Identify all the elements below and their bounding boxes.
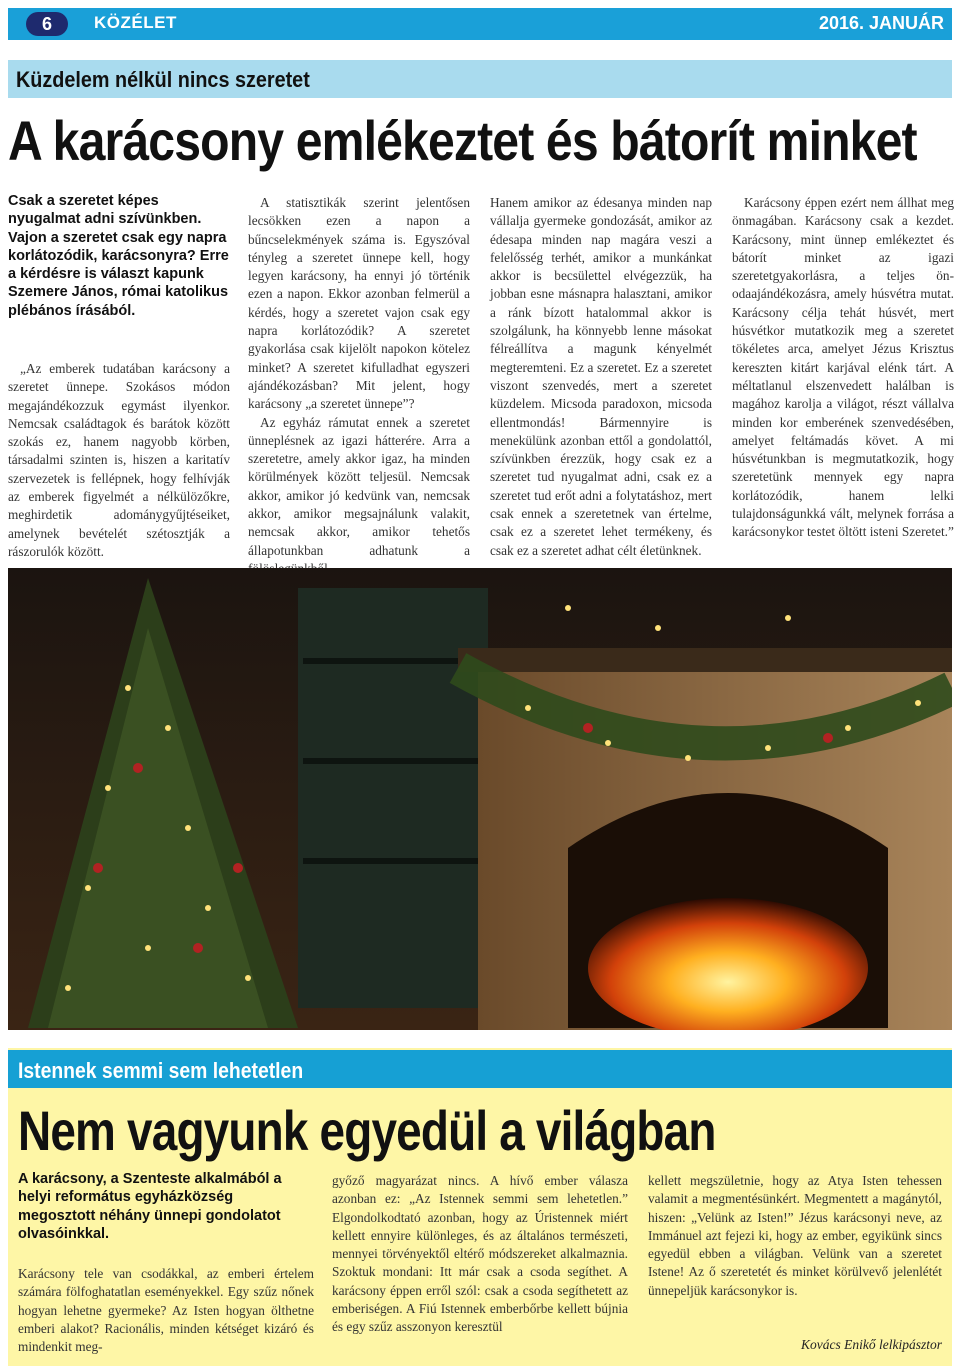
article2-col2: [332, 1172, 628, 1337]
page-number: 6: [26, 12, 68, 36]
paragraph: Karácsony éppen ezért nem állhat meg önmagában. Karácsony csak a kezdet. Karácsony, mint ünnep emlékeztet és bátorít minket az igazi szeretetgyakorlásra, a teljes ön-odaajándékozásra, amely húsvétra mutat. Karácsony célja tehát húsvét, mert húsvétkor mutatkozik meg a szeretet tökéletes arca, amelyet Jézus Krisztus kereszten kitárt karjával elénk tárt. A méltatlanul elszenvedett halálban is magához karolja a világot, részt vállalva minden kor emberének szenvedésében, amelyet feltámadás követ. A mi húsvétunkban is megmutatkozik, hogy szeretetünk mennyek egy napra korlátozódik, hanem lelki tulajdonságunkká vált, melynek forrása a karácsonykor testet öltött isteni Szeretet.”: [732, 195, 954, 540]
paragraph: Az egyház rámutat ennek a szeretet ünneplésnek az igazi hátterére. Arra a szeretetre, amely akkor igaz, ha minden körülmények között teljesül. Nemcsak akkor, amikor jó kedvünk van, nemcsak akkor, amikor megsajnálunk valakit, nemcsak akkor, amikor tehetős állapotunkban adhatunk a: [248, 414, 470, 558]
article2-col1: [18, 1265, 314, 1356]
article1-col2: [248, 194, 470, 578]
article2-title: Nem vagyunk egyedül a világban: [18, 1099, 716, 1162]
article1-col4: [732, 194, 954, 542]
christmas-fireplace-photo: [8, 568, 952, 1030]
section-label: KÖZÉLET: [94, 13, 177, 32]
article1-title: A karácsony emlékeztet és bátorít minket: [8, 109, 917, 172]
paragraph: Hanem amikor az édesanya minden nap vállalja gyermeke gondozását, amikor az édesapa minden nap magára veszi a felelősség terhét, amikor a munkánkat akkor is becsülettel elvégezzük, ha jobban esne másnapra halasztani, amikor a ránk bízott hatalommal akkor is szolgálunk, ha könnyebb lenne másokat félreállítva a magunk kényelmét megteremteni. Ez a szeretet. Ez a szeretet viszont szenvedés, mert a szeretet küzdelem. Micsoda paradoxon, micsoda ellentmondás! Bármennyire is menekülünk azonban ettől a gondolattól, szívünkben érezzük, hogy csak ez a szeretet tud nyugalmat adni, csak ez a szeretet tud erőt adni a folytatáshoz, mert csak ennek a szeretetnek van értelme, csak ez a szeretet lehet termékeny, és csak ez a szeretet adhat célt életünknek.: [490, 195, 712, 558]
header-bar: [8, 8, 952, 40]
paragraph: A statisztikák szerint jelentősen lecsökken ezen a napon a bűncselekmények száma is. Egyszóval tényleg a szeretet ünnepe kell, hogy legyen karácsony, ha ennyi jó történik ezen a napon. Ekkor azonban felmerül a kérdés, hogy a szeretet vajon csak egy napra korlátozódik? A szeretet gyakorlása csak kijelölt napokon kötelez minket? A szeretet kifulladhat egyszeri ajándékozásban? Mit jelent, hogy karácsony „a szeretet ünnepe”?: [248, 195, 470, 412]
article1-col3: [490, 194, 712, 560]
issue-date: 2016. JANUÁR: [818, 13, 944, 33]
article2-lead: A karácsony, a Szenteste alkalmából a helyi református egyházközség megosztott néhány ünnepi gondolatot olvasóinkkal.: [18, 1171, 282, 1243]
article2-author: Kovács Enikő lelkipásztor: [801, 1337, 942, 1352]
paragraph: győző magyarázat nincs. A hívő ember válasza azonban ez: „Az Istennek semmi sem lehetetlen.” Elgondolkodtató azonban, hogy az Úristennek miért kellett ennyire különleges, és az általános természeti, mennyei törvényektől eltérő módszereket alkalmaznia. Szoktuk mondani: Itt már csak a csoda segíthet. A karácsony éppen erről szól: csak a csoda segíthetett az emberiségen. A Fiú Istennek emberbőrbe kellett bújnia és egy szűz asszonyon keresztül: [332, 1173, 628, 1335]
photo-illustration: [8, 568, 952, 1030]
article1-kicker: Küzdelem nélkül nincs szeretet: [8, 60, 952, 98]
article2-col3: [648, 1172, 942, 1300]
article2-kicker: Istennek semmi sem lehetetlen: [8, 1050, 952, 1088]
article1-col1: [8, 360, 230, 561]
paragraph: „Az emberek tudatában karácsony a szeretet ünnepe. Szokásos módon megajándékozzuk egymást ilyenkor. Nemcsak családtagok és barátok között szokás ez, hanem nagyobb körben, társadalmi szinten is, hiszen a karitatív szervezetek is fellépnek, hogy felhívják az emberek figyelmét a nélkülözőkre, meghirdetik adománygyűjtéseiket, amelynek bevételét szétosztják a rászorulók között.: [8, 361, 230, 559]
paragraph: kellett megszületnie, hogy az Atya Isten tehessen valamit a megmentésünkért. Megmentett a magánytól, hiszen: „Velünk az Isten!” Jézus karácsonyi neve, az Immánuel azt fejezi ki, hogy az ember, egyikünk sincs egyedül ebben a világban. Velünk van a szeretet Istene! Az ő szeretetét és minket körülvevő jelenlétét ünnepeljük karácsonykor is.: [648, 1173, 942, 1298]
paragraph: Karácsony tele van csodákkal, az emberi értelem számára fölfoghatatlan eseményekkel. Egy szűz nőnek hogyan lehetne gyermeke? Az Isten hogyan ölthetne emberi alakot? Racionális, minden kétséget kizáró és mindenkit meg-: [18, 1266, 314, 1355]
article1-lead: Csak a szeretet képes nyugalmat adni szívünkben. Vajon a szeretet csak egy napra korlátozódik, karácsonyra? Erre a kérdésre is választ kapunk Szemere János, római katolikus plébános írásából.: [8, 193, 229, 319]
